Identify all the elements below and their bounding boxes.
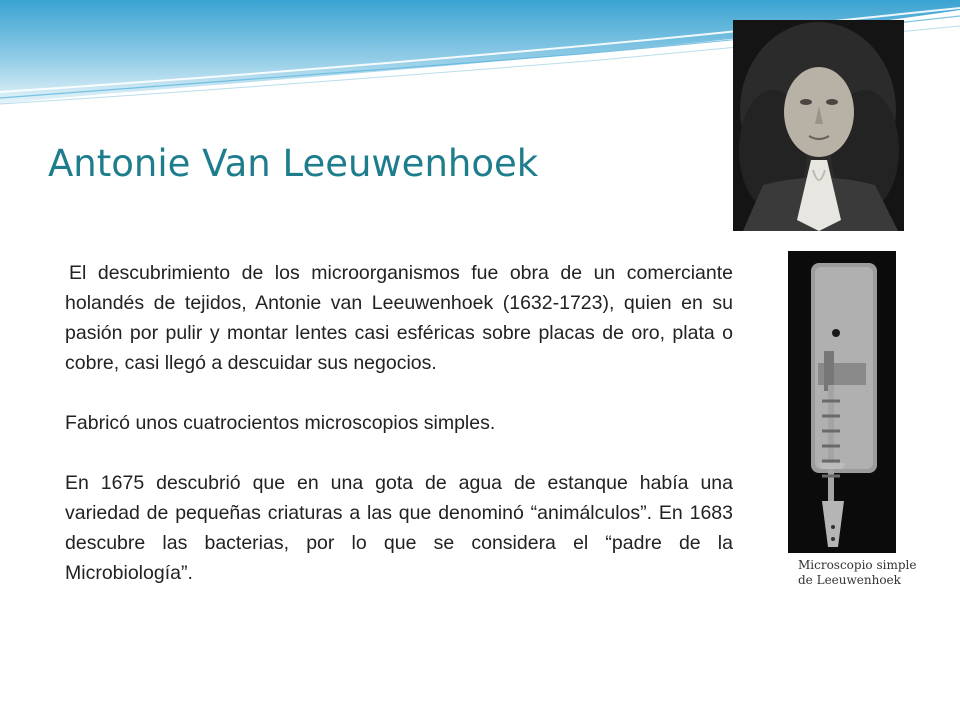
caption-line-1: Microscopio simple (798, 558, 917, 572)
microscope-image (788, 251, 896, 553)
microscope-caption (798, 558, 948, 588)
paragraph-discovery: El descubrimiento de los microorganismos fue obra de un comerciante holandés de tejidos, Antonie van Leeuwenhoek (1632-1723), quien en su pasión por pulir y montar lentes casi esféricas sobre placas de oro, plata o cobre, casi llegó a descuidar sus negocios. (65, 262, 733, 374)
caption-line-2: de Leeuwenhoek (798, 573, 901, 587)
portrait-image (733, 20, 904, 231)
paragraph-animalcules: En 1675 descubrió que en una gota de agua de estanque había una variedad de pequeñas criaturas a las que denominó “animálculos”. En 1683 descubre las bacterias, por lo que se considera el “padre de la Microbiología”. (65, 472, 733, 584)
page-title: Antonie Van Leeuwenhoek (48, 142, 539, 185)
paragraph-microscopes: Fabricó unos cuatrocientos microscopios simples. (65, 412, 496, 434)
body-text (65, 258, 733, 618)
